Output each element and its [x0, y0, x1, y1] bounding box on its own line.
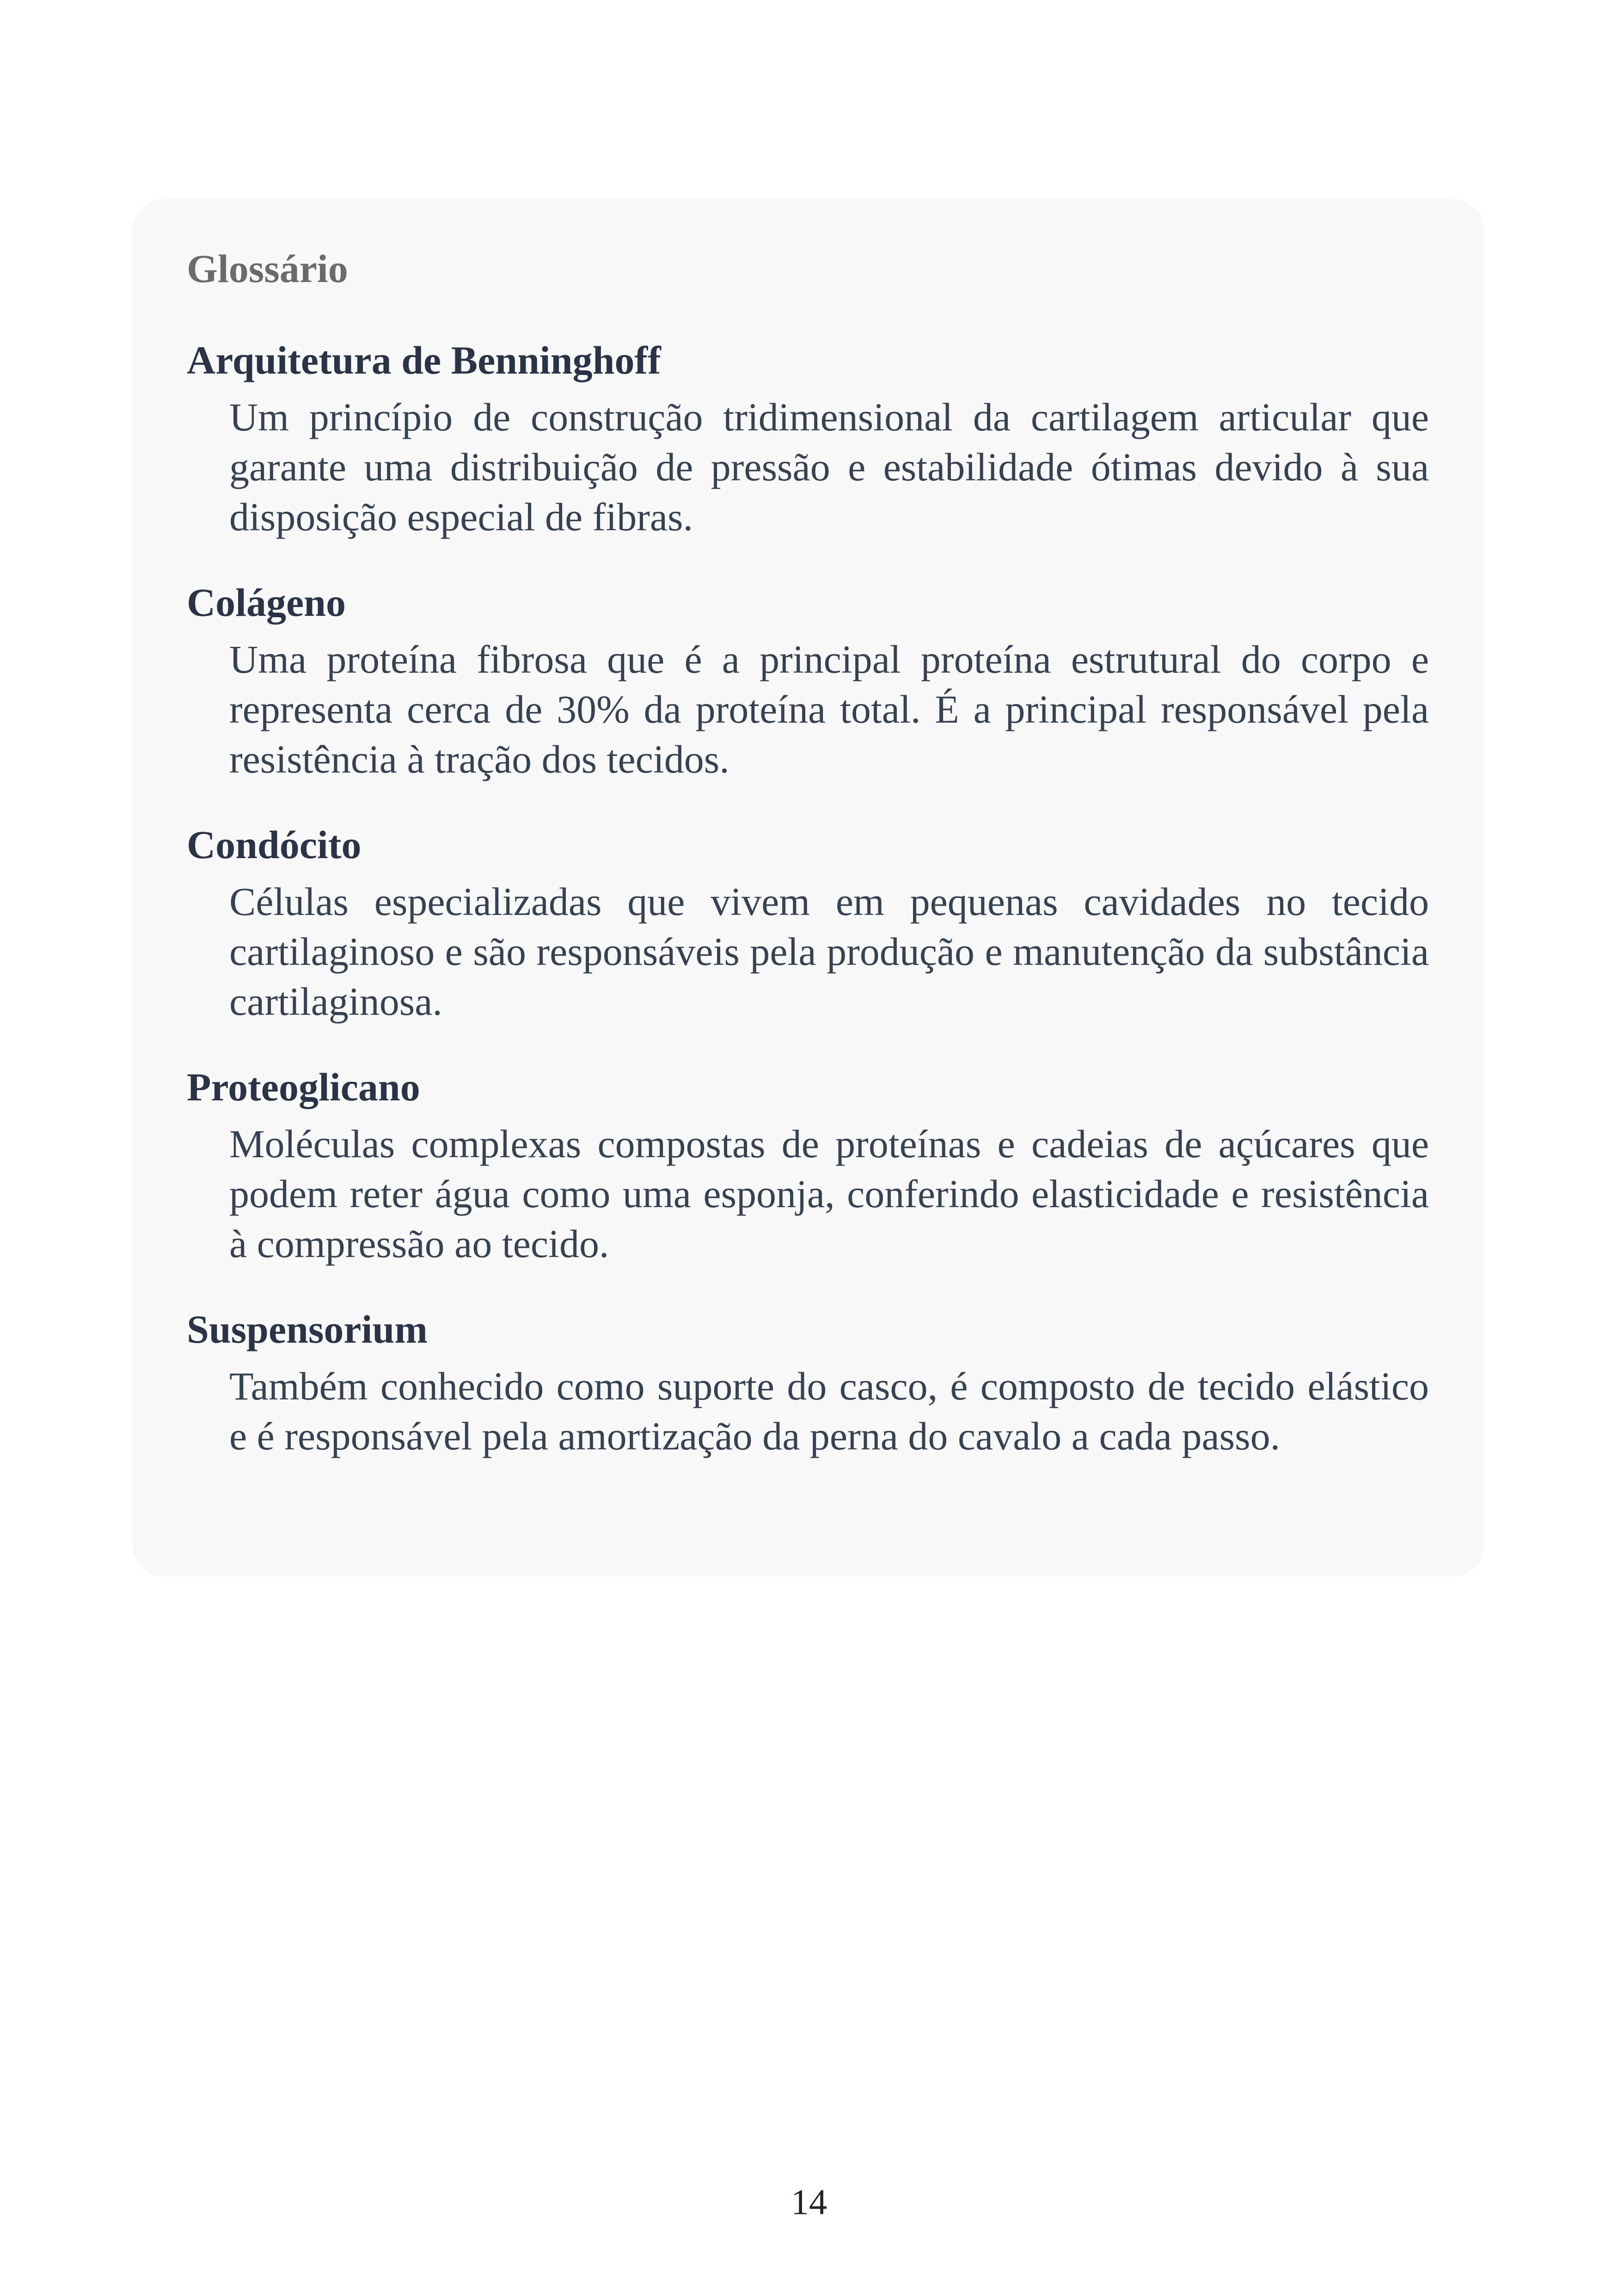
glossary-definition: Células especializadas que vivem em pequenas cavidades no tecido cartilaginoso e são responsáveis pela produção e manutenção da substância cartilaginosa.	[229, 879, 1429, 1024]
glossary-term: Arquitetura de Benninghoff	[187, 338, 661, 382]
glossary-definition: Uma proteína fibrosa que é a principal proteína estrutural do corpo e representa cerca de 30% da proteína total. É a principal responsável pela resistência à tração dos tecidos.	[229, 637, 1429, 781]
glossary-entry	[187, 580, 1429, 784]
glossary-term: Colágeno	[187, 580, 346, 625]
glossary-term: Condócito	[187, 823, 362, 867]
page-number: 14	[791, 2182, 827, 2222]
glossary-definition: Também conhecido como suporte do casco, é composto de tecido elástico e é responsável pela amortização da perna do cavalo a cada passo.	[229, 1364, 1429, 1458]
glossary-definition: Um princípio de construção tridimensional da cartilagem articular que garante uma distribuição de pressão e estabilidade ótimas devido à sua disposição especial de fibras.	[229, 395, 1429, 539]
glossary-entry	[187, 1067, 1429, 1269]
glossary-definition: Moléculas complexas compostas de proteínas e cadeias de açúcares que podem reter água como uma esponja, conferindo elasticidade e resistência à compressão ao tecido.	[229, 1122, 1429, 1266]
glossary-term: Proteoglicano	[187, 1065, 420, 1109]
glossary-box	[132, 199, 1484, 1577]
glossary-entry	[187, 340, 1429, 542]
glossary-entry	[187, 1309, 1429, 1461]
glossary-title: Glossário	[187, 246, 348, 291]
glossary-entry	[187, 825, 1429, 1026]
glossary-term: Suspensorium	[187, 1307, 428, 1351]
